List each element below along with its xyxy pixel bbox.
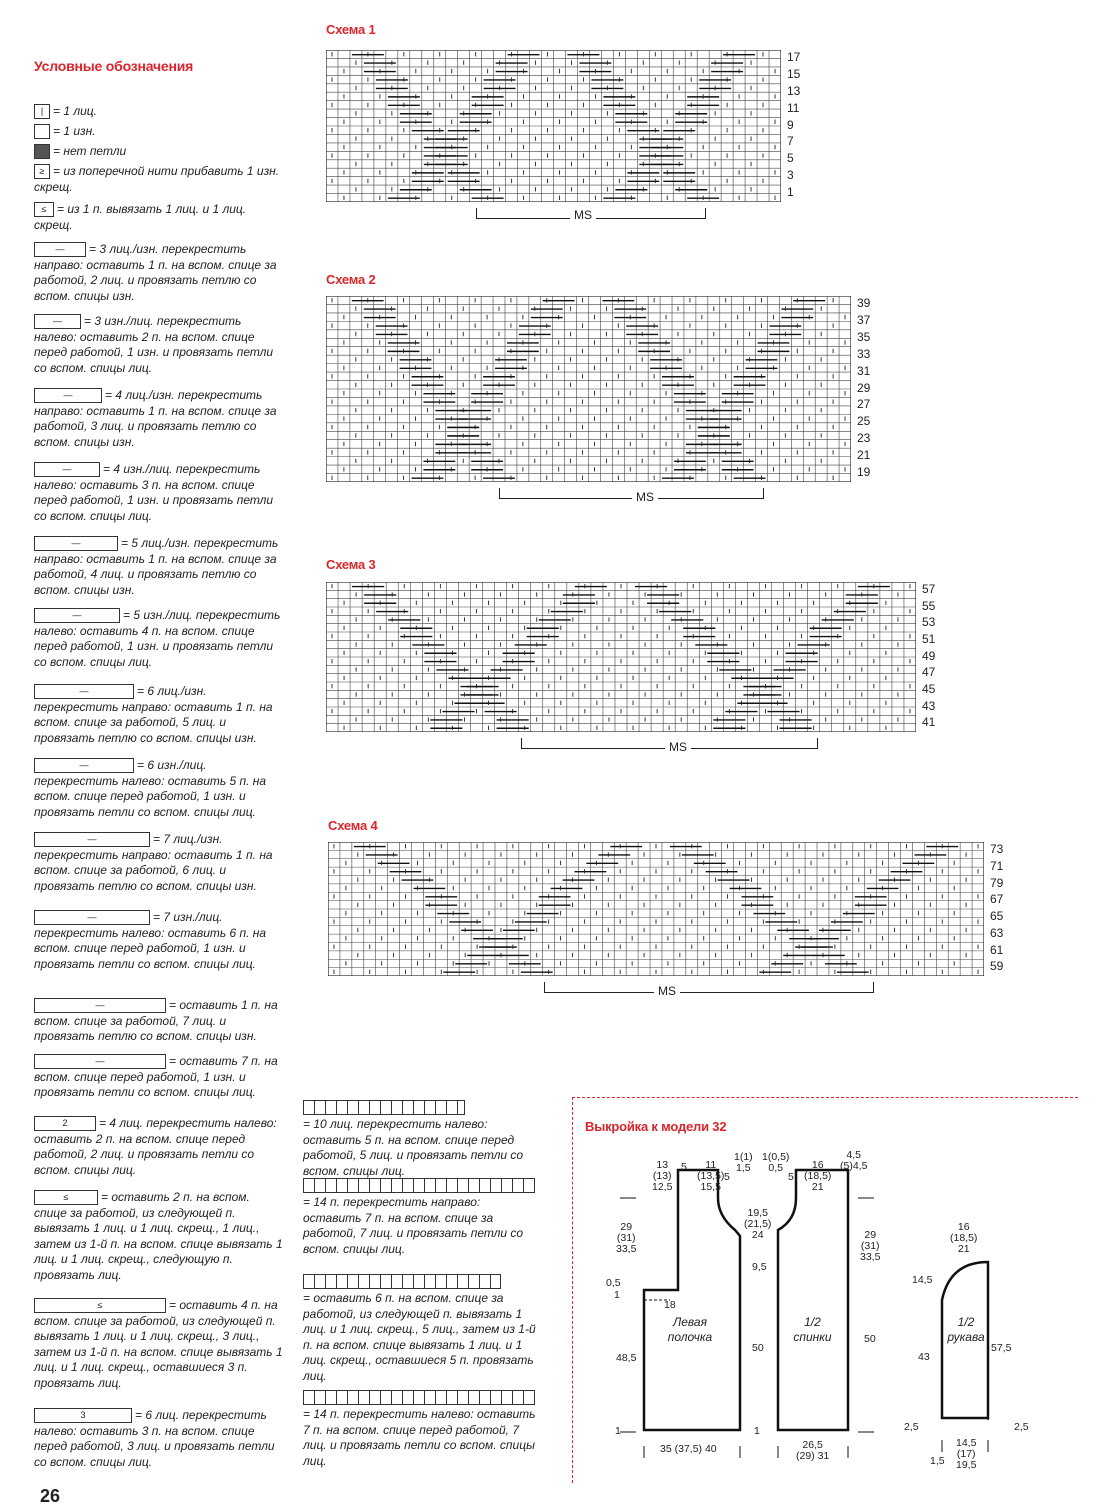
legend-item <box>34 144 284 160</box>
lower-legend-item <box>303 1274 538 1384</box>
legend-item <box>34 388 284 450</box>
dim-back-top-d: 4,5 (5)4,5 <box>840 1149 868 1172</box>
legend-symbol-icon: | <box>34 104 50 119</box>
legend-symbol-icon <box>34 124 50 139</box>
legend-symbol-icon: — <box>34 536 118 551</box>
scheme-title: Схема 4 <box>328 818 378 833</box>
row-number: 21 <box>857 448 871 463</box>
legend-item <box>34 164 284 195</box>
legend-symbol-icon: — <box>34 242 86 257</box>
sleeve-label: 1/2 рукава <box>947 1315 985 1344</box>
dim-neck-95: 9,5 <box>752 1261 767 1273</box>
row-number: 45 <box>922 682 936 697</box>
legend-symbol-icon: — <box>34 998 166 1013</box>
legend-title: Условные обозначения <box>34 58 194 74</box>
row-number: 47 <box>922 665 936 680</box>
legend-text: = 1 лиц. <box>53 104 97 118</box>
row-number: 15 <box>787 66 801 81</box>
dim-back-50: 50 <box>864 1333 876 1345</box>
lower-legend-item <box>303 1178 538 1257</box>
legend-text: = 6 изн./лиц. перекрестить налево: оставить 5 п. на вспом. спице перед работой, 1 изн. и провязать петли со вспом. спицы лиц. <box>34 758 267 819</box>
legend-text: = 7 лиц./изн. перекрестить направо: оставить 1 п. на вспом. спице за работой, 6 лиц. и провязать петлю со вспом. спицы изн. <box>34 832 273 893</box>
legend-text: = 6 лиц. перекрестить налево: оставить 3 п. на вспом. спице перед работой, 3 лиц. и провязать петли со вспом. спицы лиц. <box>34 1408 275 1469</box>
row-number: 57 <box>922 582 936 596</box>
row-numbers <box>990 841 1003 975</box>
legend-text: = оставить 7 п. на вспом. спице перед работой, 1 изн. и провязать петли со вспом. спицы лиц. <box>34 1054 278 1099</box>
legend-text: = оставить 1 п. на вспом. спице за работой, 7 лиц. и провязать петлю со вспом. спицы изн. <box>34 998 278 1043</box>
lower-legend-text: = 10 лиц. перекрестить налево: оставить 5 п. на вспом. спице перед работой, 5 лиц. и провязать петли со вспом. спицы лиц. <box>303 1117 524 1178</box>
legend-item <box>34 608 284 670</box>
dim-front-top-b: 5 <box>681 1161 687 1173</box>
row-number: 39 <box>857 296 871 310</box>
row-number: 59 <box>990 959 1004 974</box>
dim-front-50: 50 <box>752 1342 764 1354</box>
row-number: 7 <box>787 134 794 149</box>
lower-legend-text: = оставить 6 п. на вспом. спице за работой, из следующей п. вывязать 1 лиц. и 1 лиц. скрещ., 5 лиц., затем из 1-й п. на вспом. спице вывязать 1 лиц. и 1 лиц. скрещ., оставшиеся 5 п. провязать лиц. <box>303 1291 536 1383</box>
dim-shoulder-1: 1 <box>614 1289 620 1301</box>
row-numbers <box>857 295 870 481</box>
row-number: 17 <box>787 50 801 64</box>
row-number: 9 <box>787 117 794 132</box>
legend-item <box>34 832 284 894</box>
dim-back-top-c: 16 (18,5) 21 <box>804 1159 832 1193</box>
legend-item <box>34 104 284 120</box>
row-numbers <box>787 49 800 201</box>
row-number: 79 <box>990 875 1004 890</box>
dim-neck-depth: 19,5 (21,5) 24 <box>744 1207 772 1241</box>
legend-item <box>34 1116 284 1178</box>
knitting-chart <box>326 582 916 732</box>
back-label: 1/2 спинки <box>793 1315 832 1344</box>
row-number: 27 <box>857 397 871 412</box>
legend-item <box>34 1408 284 1470</box>
row-number: 25 <box>857 414 871 429</box>
front-label: Левая полочка <box>667 1315 713 1344</box>
row-number: 55 <box>922 598 936 613</box>
legend-text: = оставить 2 п. на вспом. спице за работой, из следующей п. вывязать 1 лиц. и 1 лиц. скрещ., 1 лиц., затем из 1-й п. на вспом. спице вывязать 1 лиц. и 1 лиц. скрещ., следующую п. провязать лиц. <box>34 1190 283 1282</box>
row-number: 71 <box>990 858 1004 873</box>
dim-front-width: 35 (37,5) 40 <box>660 1443 717 1455</box>
dim-front-top-d: 5 <box>724 1171 730 1183</box>
legend-text: = 6 лиц./изн. перекрестить направо: оставить 1 п. на вспом. спице за работой, 5 лиц. и провязать петлю со вспом. спицы изн. <box>34 684 273 745</box>
legend-text: = из 1 п. вывязать 1 лиц. и 1 лиц. скрещ. <box>34 202 247 232</box>
row-number: 37 <box>857 312 871 327</box>
row-number: 29 <box>857 380 871 395</box>
dim-mark-18: 18 <box>664 1299 676 1311</box>
row-number: 43 <box>922 698 936 713</box>
cable-symbol-icon <box>303 1390 535 1405</box>
dim-shoulder-05: 0,5 <box>606 1277 621 1289</box>
dim-neck-left: 29 (31) 33,5 <box>616 1221 637 1255</box>
legend-item <box>34 910 284 972</box>
row-number: 65 <box>990 909 1004 923</box>
row-number: 41 <box>922 715 936 730</box>
row-number: 51 <box>922 632 936 647</box>
lower-legend-text: = 14 п. перекрестить налево: оставить 7 п. на вспом. спице перед работой, 7 лиц. и провязать петли со вспом. спицы лиц. <box>303 1407 536 1468</box>
legend-symbol-icon: ≤ <box>34 1190 98 1205</box>
ms-label: MS <box>654 984 680 998</box>
legend-text: = 5 изн./лиц. перекрестить налево: оставить 4 п. на вспом. спице перед работой, 1 изн. и провязать петли со вспом. спицы лиц. <box>34 608 281 669</box>
row-number: 11 <box>787 100 800 115</box>
legend-item <box>34 1298 284 1391</box>
lower-legend-item <box>303 1100 538 1179</box>
knitting-chart <box>328 842 984 976</box>
lower-legend-item <box>303 1390 538 1469</box>
legend-symbol-icon: — <box>34 314 81 329</box>
legend-item <box>34 202 284 233</box>
dim-front-top-a: 13 (13) 12,5 <box>652 1159 673 1193</box>
front-piece-outline <box>644 1170 740 1430</box>
legend-item <box>34 314 284 376</box>
knitting-chart <box>326 50 781 202</box>
cable-symbol-icon <box>303 1274 501 1289</box>
dim-back-top-a: 1(0,5) 0,5 <box>762 1151 790 1174</box>
row-number: 19 <box>857 465 871 480</box>
legend-text: = 4 лиц./изн. перекрестить направо: оставить 1 п. на вспом. спице за работой, 3 лиц. и провязать петлю со вспом. спицы изн. <box>34 388 277 449</box>
legend-symbol-icon: — <box>34 388 102 403</box>
legend-symbol-icon: ≥ <box>34 164 50 179</box>
dim-sleeve-25b: 2,5 <box>1014 1421 1029 1433</box>
legend-symbol-icon: 3 <box>34 1408 132 1423</box>
legend-text: = из поперечной нити прибавить 1 изн. скрещ. <box>34 164 280 194</box>
legend-symbol-icon: — <box>34 462 100 477</box>
cable-symbol-icon <box>303 1178 535 1193</box>
legend-text: = нет петли <box>53 144 127 158</box>
row-numbers <box>922 581 935 731</box>
legend-symbol-icon: 2 <box>34 1116 96 1131</box>
legend-symbol-icon: — <box>34 608 120 623</box>
dim-front-height: 48,5 <box>616 1352 637 1364</box>
legend-item <box>34 684 284 746</box>
ms-label: MS <box>632 490 658 504</box>
lower-legend-text: = 14 п. перекрестить направо: оставить 7 п. на вспом. спице за работой, 7 лиц. и провязать петли со вспом. спицы лиц. <box>303 1195 524 1256</box>
dim-front-top-c: 11 (13,5) 15,5 <box>697 1159 725 1193</box>
dim-sleeve-43: 43 <box>918 1351 930 1363</box>
dim-sleeve-top: 16 (18,5) 21 <box>950 1221 978 1255</box>
row-number: 1 <box>787 185 794 200</box>
row-number: 13 <box>787 83 801 98</box>
row-number: 31 <box>857 363 871 378</box>
row-number: 67 <box>990 892 1004 907</box>
legend-symbol-icon: — <box>34 910 150 925</box>
legend-item <box>34 1054 284 1101</box>
legend-item <box>34 124 284 140</box>
legend-symbol-icon <box>34 144 50 159</box>
row-number: 3 <box>787 168 794 183</box>
dim-sleeve-145: 14,5 <box>912 1274 933 1286</box>
dim-back-top-b: 5 <box>788 1171 794 1183</box>
row-number: 23 <box>857 431 871 446</box>
dim-sleeve-25a: 2,5 <box>904 1421 919 1433</box>
legend-symbol-icon: — <box>34 1054 166 1069</box>
scheme-title: Схема 1 <box>326 22 376 37</box>
scheme-title: Схема 3 <box>326 557 376 572</box>
pattern-title: Выкройка к модели 32 <box>585 1119 727 1134</box>
cable-symbol-icon <box>303 1100 465 1115</box>
ms-label: MS <box>665 740 691 754</box>
row-number: 49 <box>922 648 936 663</box>
legend-symbol-icon: ≤ <box>34 202 54 217</box>
page-number: 26 <box>40 1486 61 1506</box>
row-number: 33 <box>857 346 871 361</box>
row-number: 63 <box>990 925 1004 940</box>
knitting-chart <box>326 296 851 482</box>
ms-bracket <box>544 982 874 993</box>
legend-item <box>34 536 284 598</box>
dim-back-width: 26,5 (29) 31 <box>796 1439 830 1462</box>
legend-text: = 1 изн. <box>53 124 96 138</box>
row-number: 61 <box>990 942 1004 957</box>
legend-symbol-icon: — <box>34 684 134 699</box>
legend-text: = оставить 4 п. на вспом. спице за работой, из следующей п. вывязать 1 лиц. и 1 лиц. скрещ., 3 лиц., затем из 1-й п. на вспом. спице вывязать 1 лиц. и 1 лиц. скрещ., оставшиеся 3 п. провязать лиц. <box>34 1298 283 1390</box>
row-number: 5 <box>787 151 794 166</box>
legend-item <box>34 998 284 1045</box>
dim-back-bottom-1: 1 <box>754 1425 760 1437</box>
legend-text: = 3 изн./лиц. перекрестить налево: оставить 2 п. на вспом. спице перед работой, 1 изн. и провязать петли со вспом. спицы лиц. <box>34 314 274 375</box>
legend-symbol-icon: ≤ <box>34 1298 166 1313</box>
legend-text: = 4 изн./лиц. перекрестить налево: оставить 3 п. на вспом. спице перед работой, 1 изн. и провязать петли со вспом. спицы лиц. <box>34 462 274 523</box>
legend-item <box>34 462 284 524</box>
dim-front-bottom-1: 1 <box>615 1425 621 1437</box>
legend-text: = 3 лиц./изн. перекрестить направо: оставить 1 п. на вспом. спице за работой, 2 лиц. и провязать петлю со вспом. спицы изн. <box>34 242 277 303</box>
legend-item <box>34 1190 284 1283</box>
dim-sleeve-15: 1,5 <box>930 1455 945 1467</box>
dim-sleeve-bottom: 14,5 (17) 19,5 <box>956 1437 977 1471</box>
dim-sleeve-575: 57,5 <box>991 1342 1012 1354</box>
legend-symbol-icon: — <box>34 758 134 773</box>
ms-label: MS <box>570 208 596 222</box>
scheme-title: Схема 2 <box>326 272 376 287</box>
row-number: 35 <box>857 329 871 344</box>
legend-text: = 5 лиц./изн. перекрестить направо: оставить 1 п. на вспом. спице за работой, 4 лиц. и провязать петлю со вспом. спицы изн. <box>34 536 279 597</box>
legend-item <box>34 242 284 304</box>
legend-item <box>34 758 284 820</box>
dim-back-right: 29 (31) 33,5 <box>860 1229 881 1263</box>
legend-text: = 4 лиц. перекрестить налево: оставить 2 п. на вспом. спице перед работой, 2 лиц. и провязать петли со вспом. спицы лиц. <box>34 1116 277 1177</box>
row-number: 73 <box>990 842 1004 856</box>
row-number: 53 <box>922 615 936 630</box>
back-piece-outline <box>778 1170 848 1430</box>
legend-text: = 7 изн./лиц. перекрестить налево: оставить 6 п. на вспом. спице перед работой, 1 изн. и провязать петли со вспом. спицы лиц. <box>34 910 267 971</box>
legend-symbol-icon: — <box>34 832 150 847</box>
dim-front-top-e: 1(1) 1,5 <box>734 1151 753 1174</box>
